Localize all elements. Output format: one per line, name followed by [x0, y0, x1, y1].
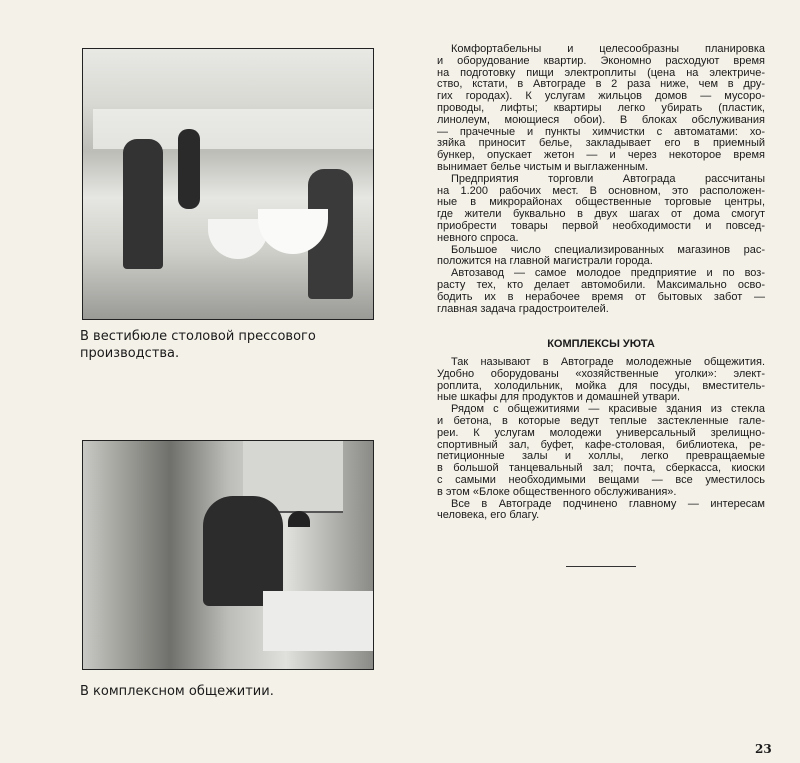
photo-canteen-lobby — [82, 48, 374, 320]
text-line: проводы, лифты; квартиры легко убирать (пластик, — [437, 102, 765, 114]
caption-line: производства. — [80, 346, 180, 361]
text-line: Все в Автограде подчинено главному — интересам — [451, 498, 765, 510]
text-line: Предприятия торговли Автограда рассчитаны — [451, 173, 765, 185]
text-line: петиционные залы и холлы, легко превращаемые — [437, 451, 765, 463]
text-line: линолеум, моющиеся обои). В блоках обслуживания — [437, 114, 765, 126]
text-line: зяйка приносит белье, закладывает его в приемный — [437, 138, 765, 150]
section-heading: КОМПЛЕКСЫ УЮТА — [547, 338, 655, 350]
text-line: и бетона, в которые ведут теплые застекленные гале- — [437, 415, 765, 427]
text-line: Комфортабельны и целесообразны планировка — [451, 44, 765, 55]
photo-dormitory-room — [82, 440, 374, 670]
text-line: и оборудование квартир. Экономно расходуют время — [437, 55, 765, 67]
caption-line: В комплексном общежитии. — [80, 684, 274, 699]
text-line: Большое число специализированных магазинов рас- — [451, 244, 765, 256]
text-line: на подготовку пищи электроплиты (цена на электриче- — [437, 67, 765, 79]
article-text-top — [437, 44, 765, 315]
text-line: бункер, опускает жетон — и через некоторое время — [437, 150, 765, 162]
text-line: спортивный зал, буфет, кафе-столовая, библиотека, ре- — [437, 439, 765, 451]
text-line: Так называют в Автограде молодежные общежития. — [451, 357, 765, 368]
article-text-bottom — [437, 357, 765, 522]
text-line: с самыми необходимыми вещами — все уместилось — [437, 474, 765, 486]
text-line: ные в микрорайонах общественные торговые центры, — [437, 197, 765, 209]
text-line: расту тех, кто делает автомобили. Максимально осво- — [437, 279, 765, 291]
page-number: 23 — [755, 742, 772, 756]
caption-line: В вестибюле столовой прессового — [80, 329, 316, 344]
divider — [566, 566, 636, 567]
text-line: на 1.200 рабочих мест. В основном, это расположен- — [437, 185, 765, 197]
article-section — [437, 334, 765, 522]
text-line: Автозавод — самое молодое предприятие и по воз- — [451, 268, 765, 280]
text-line: ные шкафы для продуктов и домашней утвари. — [437, 392, 681, 404]
text-line: вынимает белье чистым и выглаженным. — [437, 161, 649, 173]
text-line: где жители буквально в двух шагах от дома смогут — [437, 209, 765, 221]
text-line: роплита, холодильник, мойка для посуды, вместитель- — [437, 380, 765, 392]
text-line: в этом «Блоке общественного обслуживания». — [437, 486, 677, 498]
text-line: гих городах). К услугам жильцов домов — мусоро- — [437, 91, 765, 103]
text-line: приобрести товары первой необходимости и повсед- — [437, 220, 765, 232]
caption-bottom — [80, 683, 274, 700]
text-line: человека, его благу. — [437, 510, 540, 522]
text-line: Удобно оборудованы «хозяйственные уголки»: элект- — [437, 368, 765, 380]
text-line: невного спроса. — [437, 232, 519, 244]
text-line: ство, кстати, в Автограде в 2 раза ниже, чем в дру- — [437, 79, 765, 91]
text-line: Рядом с общежитиями — красивые здания из стекла — [451, 404, 765, 416]
caption-top — [80, 328, 316, 362]
text-line: в большой танцевальный зал; почта, сберкасса, киоски — [437, 463, 765, 475]
text-line: — прачечные и пункты химчистки с автоматами: хо- — [437, 126, 765, 138]
text-line: реи. К услугам молодежи универсальный зрелищно- — [437, 427, 765, 439]
text-line: положится на главной магистрали города. — [437, 256, 653, 268]
text-line: главная задача градостроителей. — [437, 303, 609, 315]
text-line: бодить их в нерабочее время от бытовых забот — — [437, 291, 765, 303]
